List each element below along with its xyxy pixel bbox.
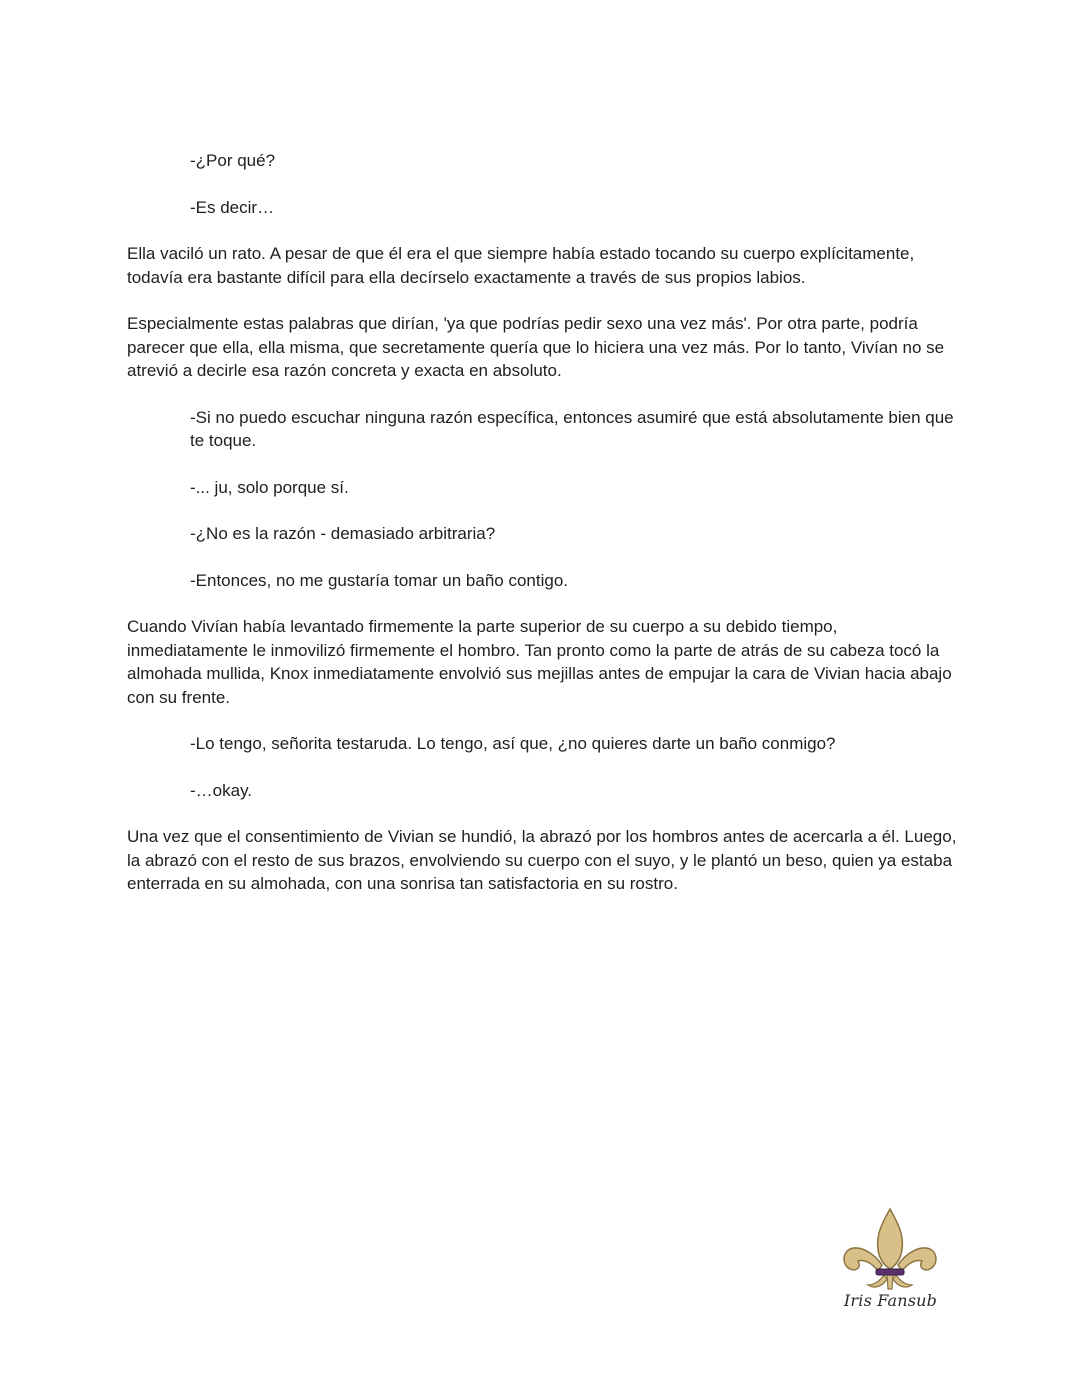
- narration-paragraph: Una vez que el consentimiento de Vivian se hundió, la abrazó por los hombros antes de acercarla a él. Luego, la abrazó con el resto de sus brazos, envolviendo su cuerpo con el suyo, y le plantó un beso, quien ya estaba enterrada en su almohada, con una sonrisa tan satisfactoria en su rostro.: [127, 827, 957, 893]
- dialogue-line: -Lo tengo, señorita testaruda. Lo tengo, así que, ¿no quieres darte un baño conmigo?: [190, 734, 836, 753]
- dialogue-line: -Entonces, no me gustaría tomar un baño contigo.: [190, 570, 569, 590]
- dialogue-line: -…okay.: [190, 780, 253, 800]
- dialogue-line: -¿No es la razón - demasiado arbitraria?: [190, 524, 496, 543]
- dialogue-line: -Es decir…: [190, 197, 275, 217]
- narration-paragraph: Cuando Vivían había levantado firmemente la parte superior de su cuerpo a su debido tiempo, inmediatamente le inmovilizó firmemente el hombro. Tan pronto como la parte de atrás de su cabeza tocó la almohada mullida, Knox inmediatamente envolvió sus mejillas antes de empujar la cara de Vivian hacia abajo con su frente.: [127, 617, 952, 707]
- logo-text: Iris Fansub: [843, 1291, 938, 1310]
- narration-paragraph: Ella vaciló un rato. A pesar de que él era el que siempre había estado tocando su cuerpo explícitamente, todavía era bastante difícil para ella decírselo exactamente a través de sus propios labios.: [127, 244, 915, 287]
- document-body: [127, 149, 957, 919]
- narration-paragraph: Especialmente estas palabras que dirían, 'ya que podrías pedir sexo una vez más'. Por otra parte, podría parecer que ella, ella misma, que secretamente quería que lo hiciera una vez más. Por lo tanto, Vivían no se atrevió a decirle esa razón concreta y exacta en absoluto.: [127, 314, 945, 380]
- dialogue-line: -Si no puedo escuchar ninguna razón específica, entonces asumiré que está absolutamente bien que te toque.: [190, 407, 954, 450]
- fleur-de-lis-icon: [838, 1205, 943, 1293]
- dialogue-line: -... ju, solo porque sí.: [190, 477, 349, 497]
- dialogue-line: -¿Por qué?: [190, 151, 276, 170]
- iris-fansub-logo: [838, 1205, 943, 1320]
